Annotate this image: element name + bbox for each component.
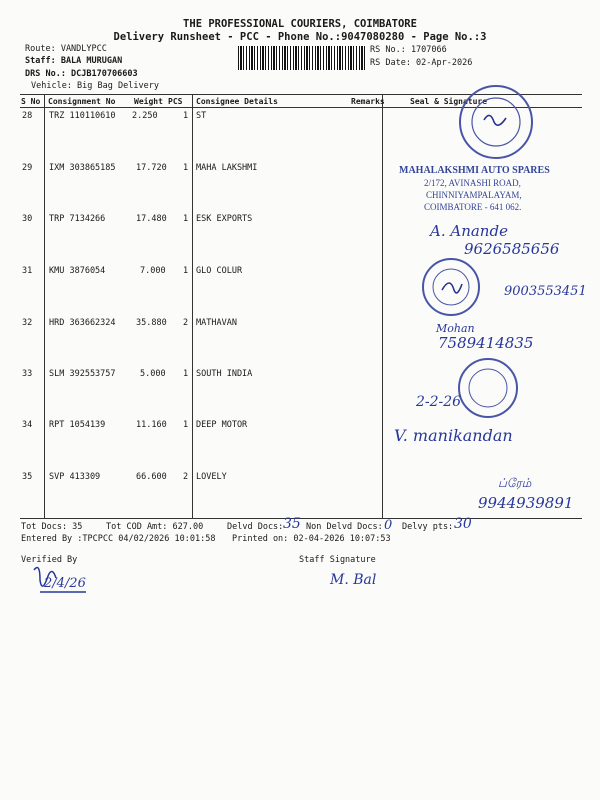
row-weight: 11.160 xyxy=(136,420,167,430)
row-consignment: TRP 7134266 xyxy=(49,214,106,224)
row-pcs: 1 xyxy=(183,163,189,173)
col-header-pcs: PCS xyxy=(168,97,183,106)
row-consignment: RPT 1054139 xyxy=(49,420,106,430)
mahalakshmi-stamp-name: MAHALAKSHMI AUTO SPARES xyxy=(399,165,550,176)
col-divider xyxy=(192,94,193,518)
staff-field: Staff: BALA MURUGAN xyxy=(25,56,123,66)
glo-colour-seal-stamp xyxy=(420,256,482,318)
row-consignment: IXM 303865185 xyxy=(49,163,116,173)
row-consignment: KMU 3876054 xyxy=(49,266,106,276)
entered-by: Entered By :TPCPCC 04/02/2026 10:01:58 xyxy=(21,534,216,544)
delivery-points-label: Delvy pts: xyxy=(402,522,454,532)
route-field: Route: VANDLYPCC xyxy=(25,44,107,54)
row-consignee: SOUTH INDIA xyxy=(196,369,253,379)
south-india-seal-stamp xyxy=(456,356,520,420)
runsheet-subtitle: Delivery Runsheet - PCC - Phone No.:9047080280 - Page No.:3 xyxy=(113,31,487,43)
rs-date: RS Date: 02-Apr-2026 xyxy=(370,58,473,68)
delivered-docs-label: Delvd Docs: xyxy=(227,522,284,532)
row-consignee: GLO COLUR xyxy=(196,266,243,276)
staff-signature: M. Bal xyxy=(330,572,377,588)
drs-number: DRS No.: DCJB170706603 xyxy=(25,69,138,79)
row-consignee: MAHA LAKSHMI xyxy=(196,163,258,173)
rs-number: RS No.: 1707066 xyxy=(370,45,447,55)
delivery-points-value: 30 xyxy=(454,516,472,532)
row-pcs: 2 xyxy=(183,472,189,482)
total-docs: Tot Docs: 35 xyxy=(21,522,83,532)
row-pcs: 1 xyxy=(183,111,189,121)
col-header-seal: Seal & Signature xyxy=(410,97,488,106)
row-weight: 7.000 xyxy=(140,266,166,276)
handwritten-phone: 7589414835 xyxy=(438,334,534,352)
handwritten-date: 2-2-26 xyxy=(416,394,462,410)
row-pcs: 1 xyxy=(183,369,189,379)
handwritten-phone: 9003553451 xyxy=(504,284,587,299)
col-divider xyxy=(382,94,383,518)
non-delivered-docs-label: Non Delvd Docs: xyxy=(306,522,383,532)
row-consignment: TRZ 110110610 xyxy=(49,111,116,121)
row-consignment: SVP 413309 xyxy=(49,472,101,482)
row-consignee: LOVELY xyxy=(196,472,227,482)
row-consignee: MATHAVAN xyxy=(196,318,237,328)
row-weight: 17.480 xyxy=(136,214,167,224)
col-header-remarks: Remarks xyxy=(351,97,385,106)
row-weight: 66.600 xyxy=(136,472,167,482)
handwritten-name: A. Anande xyxy=(430,222,508,240)
row-sno: 35 xyxy=(22,472,33,482)
col-header-consignee: Consignee Details xyxy=(196,97,278,106)
col-header-sno: S No xyxy=(21,97,41,106)
row-sno: 32 xyxy=(22,318,33,328)
table-bottom-rule xyxy=(20,518,582,519)
verified-by-label: Verified By xyxy=(21,555,78,565)
col-divider xyxy=(44,94,45,518)
mahalakshmi-stamp-address: CHINNIYAMPALAYAM, xyxy=(426,190,522,200)
courier-seal-stamp xyxy=(456,82,536,162)
row-pcs: 2 xyxy=(183,318,189,328)
row-consignee: ESK EXPORTS xyxy=(196,214,253,224)
vehicle-field: Vehicle: Big Bag Delivery xyxy=(31,81,159,91)
non-delivered-docs-value: 0 xyxy=(384,518,393,533)
row-sno: 31 xyxy=(22,266,33,276)
handwritten-name: ப்ரேம் xyxy=(498,476,532,490)
barcode xyxy=(238,46,366,70)
staff-signature-label: Staff Signature xyxy=(299,555,376,565)
row-sno: 33 xyxy=(22,369,33,379)
handwritten-phone: 9626585656 xyxy=(464,240,560,258)
col-header-consignment: Consignment No xyxy=(48,97,116,106)
col-header-weight: Weight xyxy=(134,97,163,106)
delivered-docs-value: 35 xyxy=(283,516,301,532)
row-consignee: ST xyxy=(196,111,207,121)
verified-date: 2/4/26 xyxy=(44,576,86,591)
row-sno: 28 xyxy=(22,111,33,121)
handwritten-name: Mohan xyxy=(436,322,475,335)
mahalakshmi-stamp-address: 2/172, AVINASHI ROAD, xyxy=(424,178,521,188)
row-weight: 5.000 xyxy=(140,369,166,379)
total-cod-amount: Tot COD Amt: 627.00 xyxy=(106,522,204,532)
row-weight: 17.720 xyxy=(136,163,167,173)
row-weight: 2.250 xyxy=(132,111,158,121)
row-sno: 34 xyxy=(22,420,33,430)
handwritten-phone: 9944939891 xyxy=(478,494,574,512)
company-title: THE PROFESSIONAL COURIERS, COIMBATORE xyxy=(183,18,417,30)
row-sno: 30 xyxy=(22,214,33,224)
row-pcs: 1 xyxy=(183,420,189,430)
mahalakshmi-stamp-address: COIMBATORE - 641 062. xyxy=(424,202,522,212)
row-consignee: DEEP MOTOR xyxy=(196,420,248,430)
row-weight: 35.880 xyxy=(136,318,167,328)
row-pcs: 1 xyxy=(183,214,189,224)
verifier-signature xyxy=(30,562,90,596)
handwritten-name: V. manikandan xyxy=(394,426,513,445)
row-consignment: SLM 392553757 xyxy=(49,369,116,379)
printed-on: Printed on: 02-04-2026 10:07:53 xyxy=(232,534,391,544)
row-sno: 29 xyxy=(22,163,33,173)
row-consignment: HRD 363662324 xyxy=(49,318,116,328)
row-pcs: 1 xyxy=(183,266,189,276)
